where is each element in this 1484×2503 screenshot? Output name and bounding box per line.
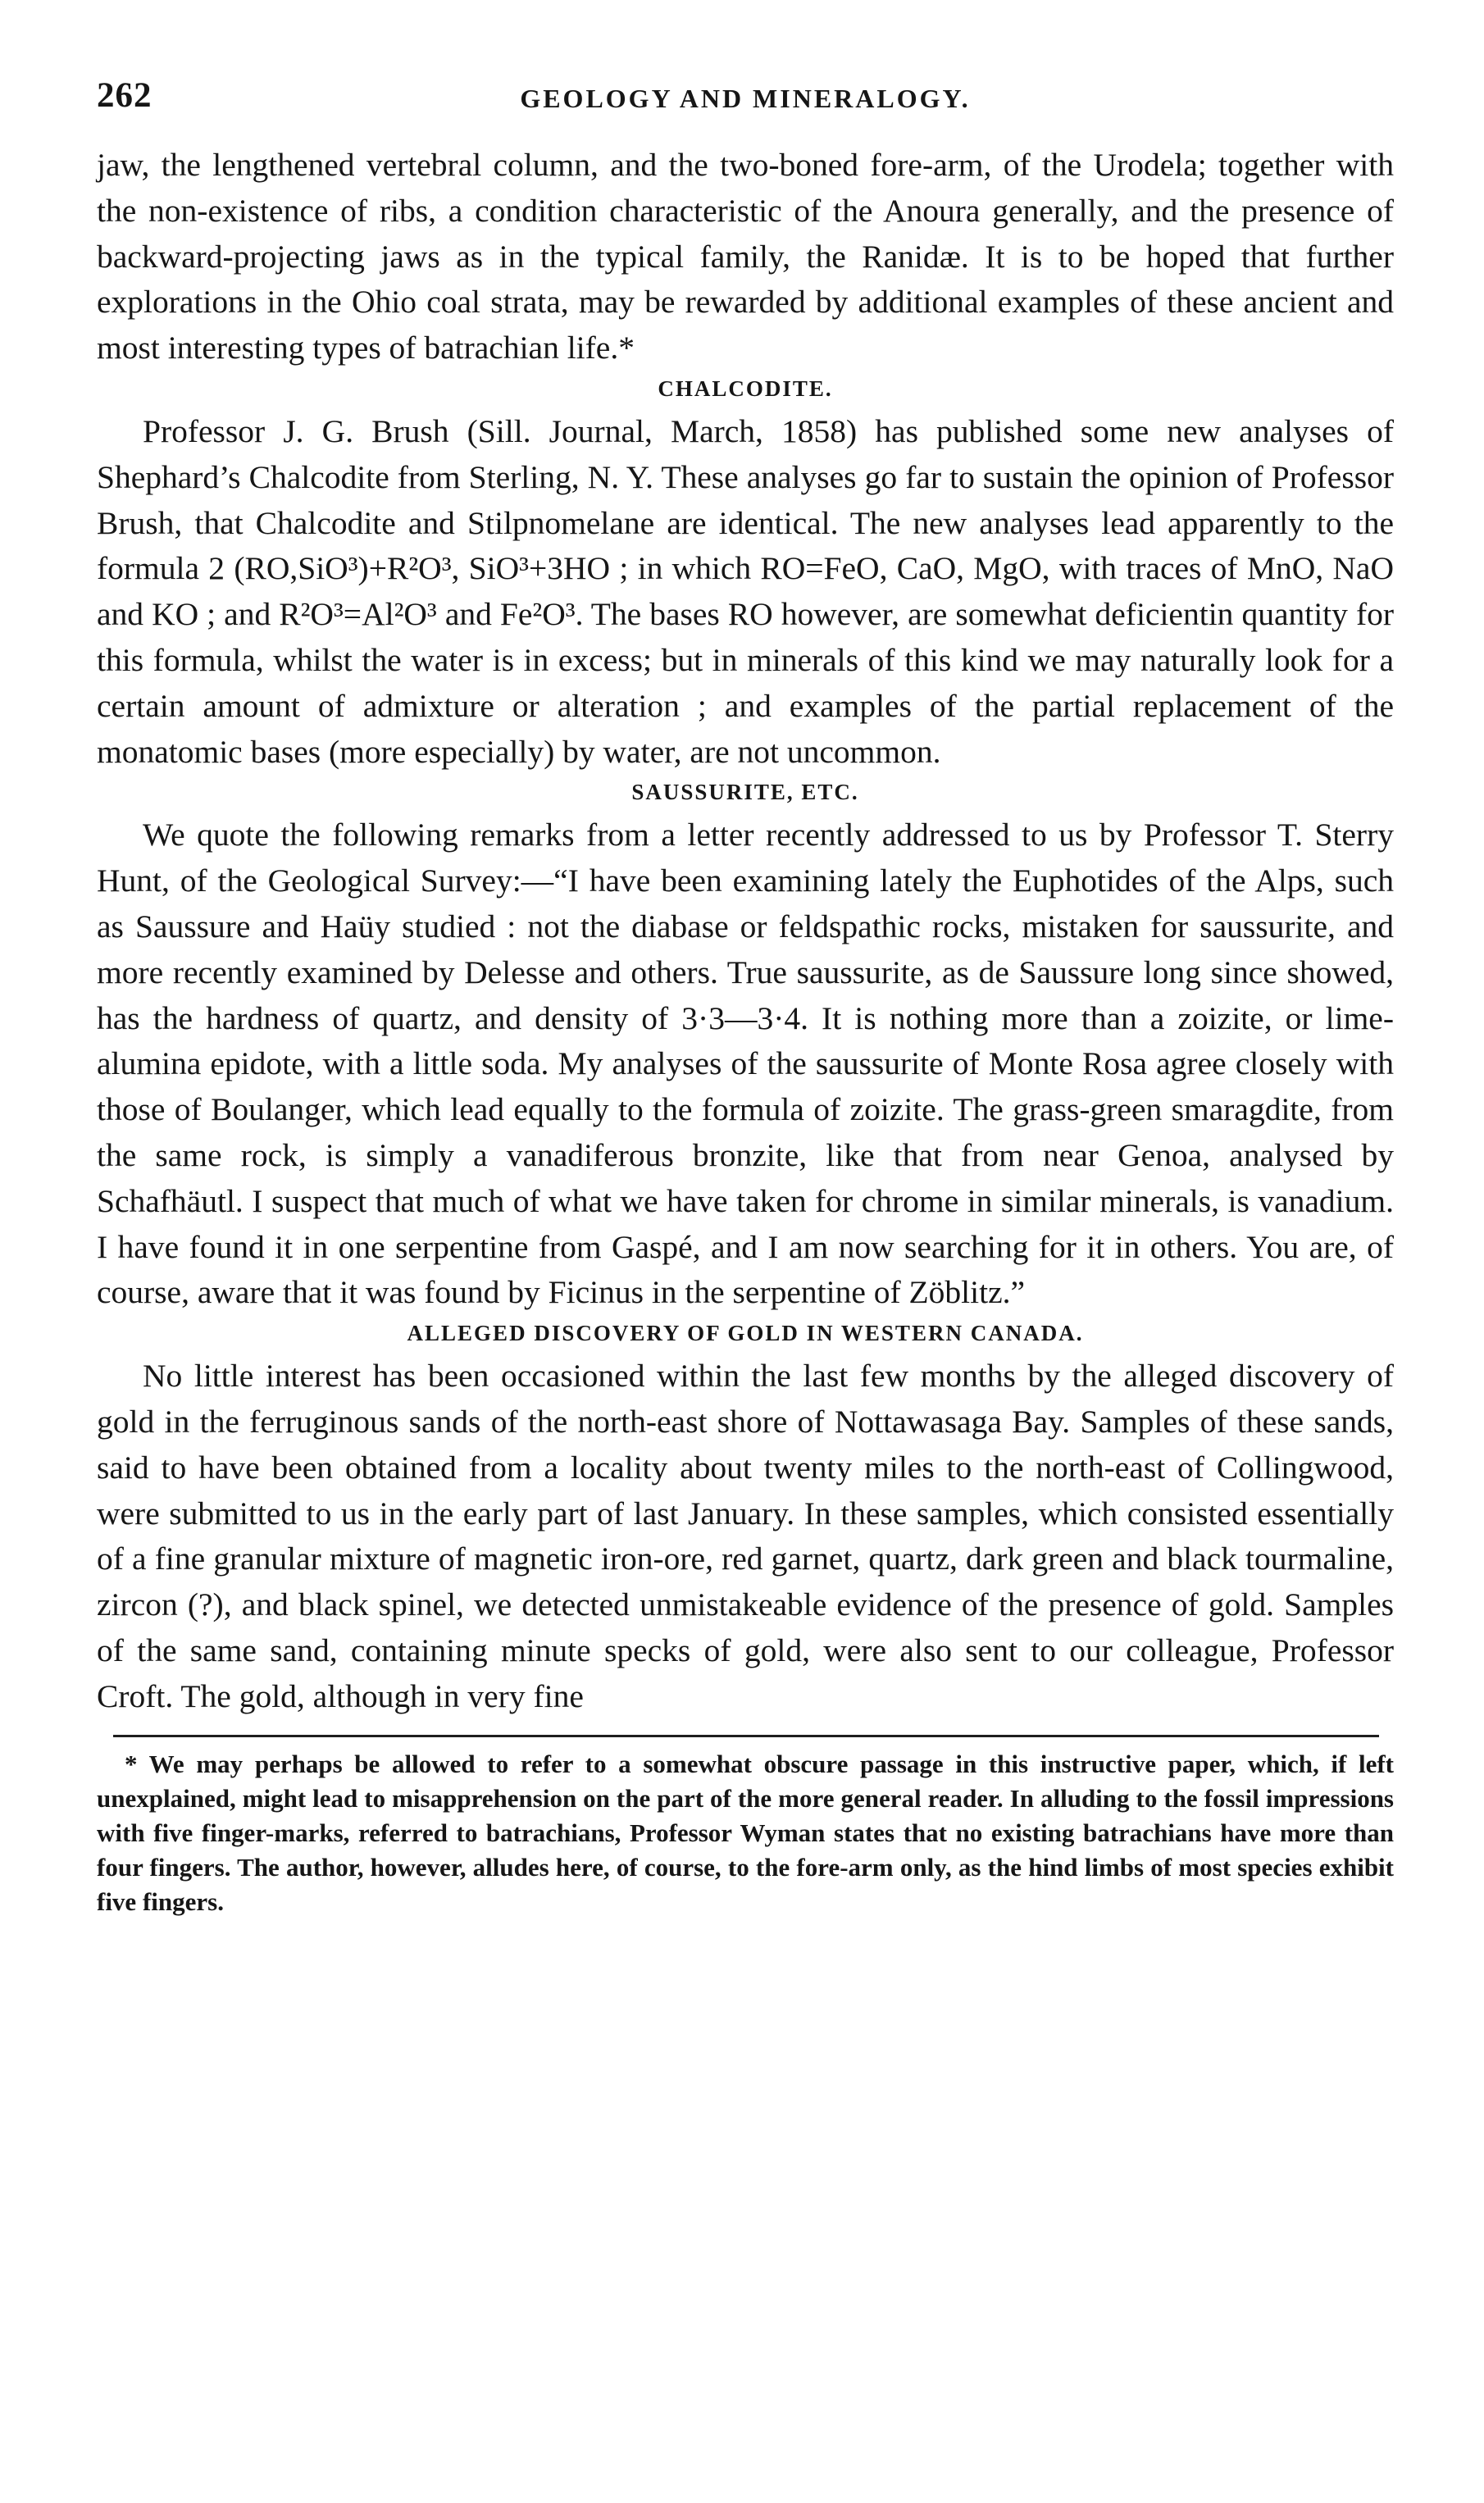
document-page (97, 75, 1394, 1919)
running-title: GEOLOGY AND MINERALOGY. (520, 84, 971, 113)
section-heading-chalcodite: CHALCODITE. (658, 375, 833, 401)
running-head (97, 75, 1394, 125)
section-body-chalcodite: Professor J. G. Brush (Sill. Journal, March, 1858) has published some new analyses of Shephard’s Chalcodite from Sterling, N. Y. These analyses go far to sustain the opinion of Professor Brush, that Chalcodite and Stilpnomelane are identical. The new analyses lead apparently to the formula 2 (RO,SiO³)+R²O³, SiO³+3HO ; in which RO=FeO, CaO, MgO, with traces of MnO, NaO and KO ; and R²O³=Al²O³ and Fe²O³. The bases RO however, are somewhat deficientin quantity for this formula, whilst the water is in excess; but in minerals of this kind we may naturally look for a certain amount of admixture or alteration ; and examples of the partial replacement of the monatomic bases (more especially) by water, are not uncommon. (97, 412, 1394, 770)
section-heading-saussurite: SAUSSURITE, ETC. (631, 780, 859, 805)
footnote: * We may perhaps be allowed to refer to a somewhat obscure passage in this instructive paper, which, if left unexplained, might lead to misapprehension on the part of the more general reader. In alluding to the fossil impressions with five finger-marks, referred to batrachians, Professor Wyman states that no existing batrachians have more than four fingers. The author, however, alludes here, of course, to the fore-arm only, as the hind limbs of most species exhibit five fingers. (97, 1749, 1394, 1916)
section-body-gold-canada: No little interest has been occasioned within the last few months by the alleged discovery of gold in the ferruginous sands of the north-east shore of Nottawasaga Bay. Samples of these sands, said to have been obtained from a locality about twenty miles to the north-east of Collingwood, were submitted to us in the early part of last January. In these samples, which consisted essentially of a fine granular mixture of magnetic iron-ore, red garnet, quartz, dark green and black tourmaline, zircon (?), and black spinel, we detected unmistakeable evidence of the presence of gold. Samples of the same sand, containing minute specks of gold, were also sent to our colleague, Professor Croft. The gold, although in very fine (97, 1358, 1394, 1714)
footnote-divider (113, 1735, 1379, 1737)
section-body-saussurite: We quote the following remarks from a letter recently addressed to us by Professor T. Sterry Hunt, of the Geological Survey:—“I have been examining lately the Euphotides of the Alps, such as Saussure and Haüy studied : not the diabase or feldspathic rocks, mistaken for saussurite, and more recently examined by Delesse and others. True saussurite, as de Saussure long since showed, has the hardness of quartz, and density of 3·3—3·4. It is nothing more than a zoizite, or lime-alumina epidote, with a little soda. My analyses of the saussurite of Monte Rosa agree closely with those of Boulanger, which lead equally to the formula of zoizite. The grass-green smaragdite, from the same rock, is simply a vanadiferous bronzite, like that from near Genoa, analysed by Schafhäutl. I suspect that much of what we have taken for chrome in similar minerals, is vanadium. I have found it in one serpentine from Gaspé, and I am now searching for it in others. You are, of course, aware that it was found by Ficinus in the serpentine of Zöblitz.” (97, 817, 1394, 1311)
page-number: 262 (97, 76, 152, 115)
section-heading-gold-canada: ALLEGED DISCOVERY OF GOLD IN WESTERN CANADA. (407, 1321, 1084, 1346)
continued-paragraph: jaw, the lengthened vertebral column, and the two-boned fore-arm, of the Urodela; together with the non-existence of ribs, a condition characteristic of the Anoura generally, and the presence of backward-projecting jaws as in the typical family, the Ranidæ. It is to be hoped that further explorations in the Ohio coal strata, may be rewarded by additional examples of these ancient and most interesting types of batrachian life.* (97, 147, 1394, 366)
